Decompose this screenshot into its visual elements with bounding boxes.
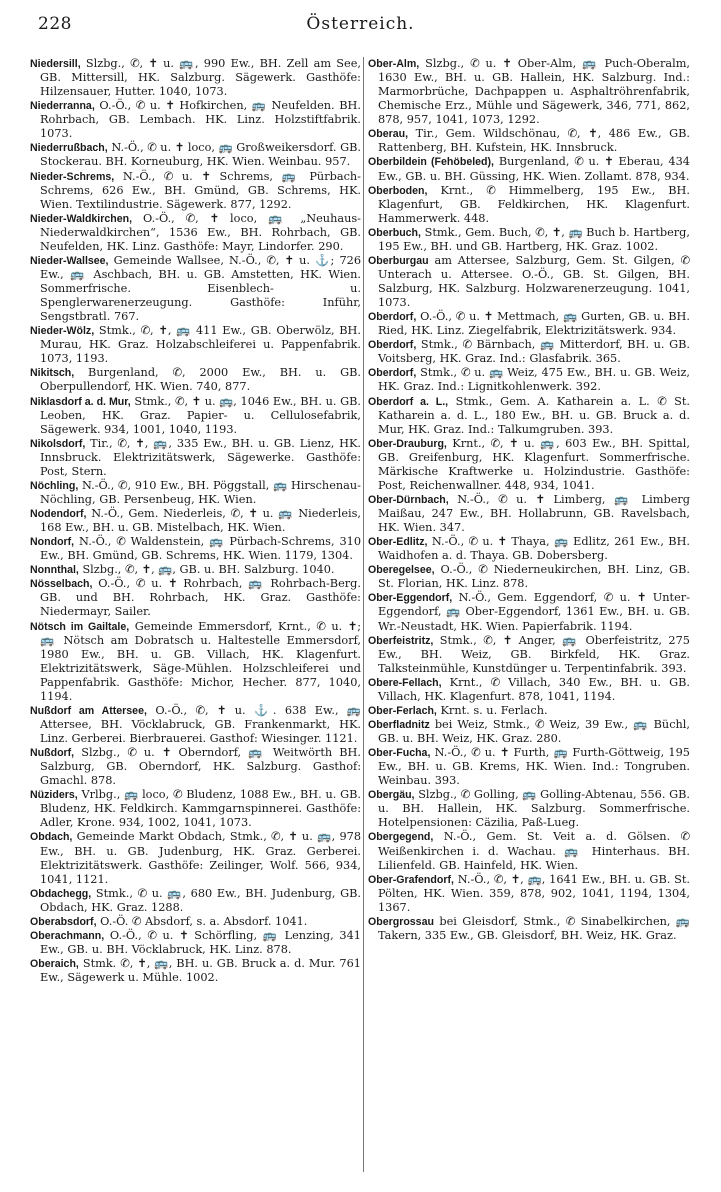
gazetteer-entry (30, 915, 361, 929)
entry-text: Stmk. ✆, ✝, 🚌, BH. u. GB. Bruck a. d. Mur. 761 Ew., Sägewerk u. Mühle. 1002. (40, 957, 361, 985)
entry-text: Krnt., ✆ Villach, 340 Ew., BH. u. GB. Villach, HK. Klagenfurt. 878, 1041, 1194. (378, 675, 690, 703)
entry-headword: Obdach, (30, 831, 73, 844)
gazetteer-entry (368, 676, 690, 704)
entry-text: O.-Ö., ✆ u. ✝ Mettmach, 🚌 Gurten, GB. u. BH. Ried, HK. Linz. Ziegelfabrik, Elektrizitätswerk. 934. (378, 310, 690, 338)
gazetteer-entry (368, 395, 690, 437)
entry-text: N.-Ö., ✆ u. ✝ Schrems, 🚌 Pürbach-Schrems, 626 Ew., BH. Gmünd, GB. Schrems, HK. Wien. Textilindustrie. Sägewerk. 877, 1292. (40, 169, 361, 211)
entry-headword: Ober-Grafendorf, (368, 873, 454, 886)
entry-headword: Obere-Fellach, (368, 676, 442, 689)
gazetteer-entry (30, 141, 361, 169)
entry-text: N.-Ö., ✆ u. ✝ Thaya, 🚌 Edlitz, 261 Ew., BH. Waidhofen a. d. Thaya. GB. Dobersberg. (378, 535, 690, 563)
gazetteer-entry (368, 788, 690, 830)
entry-headword: Oberfladnitz (368, 718, 430, 731)
entry-headword: Oberau, (368, 128, 409, 141)
entry-text: O.-Ö. ✆ Absdorf, s. a. Absdorf. 1041. (100, 914, 308, 928)
gazetteer-entry (30, 254, 361, 324)
entry-text: N.-Ö., ✆ u. ✝ loco, 🚌 Großweikersdorf. GB. Stockerau. BH. Korneuburg, HK. Wien. Weinbau. 957. (40, 141, 361, 169)
entry-headword: Ober-Drauburg, (368, 437, 447, 450)
entry-text: N.-Ö., ✆, ✝, 🚌, 1641 Ew., BH. u. GB. St. Pölten, HK. Wien. 359, 878, 902, 1041, 1194, 1304, 1367. (378, 872, 690, 914)
entry-text: N.-Ö., Gem. St. Veit a. d. Gölsen. ✆ Weißenkirchen i. d. Wachau. 🚌 Hinterhaus. BH. Lilienfeld. GB. Hainfeld, HK. Wien. (378, 830, 690, 872)
gazetteer-entry (368, 338, 690, 366)
gazetteer-entry (30, 170, 361, 212)
entry-headword: Oberbildein (Fehöbeled), (368, 156, 494, 169)
entry-text: Slzbg., ✆, ✝ u. 🚌, 990 Ew., BH. Zell am See, GB. Mittersill, HK. Salzburg. Sägewerk. Gasthöfe: Hilzensauer, Hutter. 1040, 1073. (40, 57, 361, 99)
entry-headword: Ober-Dürnbach, (368, 493, 449, 506)
entry-headword: Nösselbach, (30, 578, 93, 591)
gazetteer-entry (368, 830, 690, 872)
gazetteer-entry (30, 437, 361, 479)
entry-headword: Oberbuch, (368, 226, 421, 239)
gazetteer-entry (368, 563, 690, 591)
entry-text: Krnt., ✆ Himmelberg, 195 Ew., BH. Klagenfurt, GB. Feldkirchen, HK. Klagenfurt. Hammerwerk. 448. (378, 183, 690, 225)
entry-headword: Nondorf, (30, 536, 75, 549)
entry-text: N.-Ö., Gem. Niederleis, ✆, ✝ u. 🚌 Niederleis, 168 Ew., BH. u. GB. Mistelbach, HK. Wien. (40, 507, 361, 535)
entry-headword: Nieder-Wölz, (30, 325, 95, 338)
entry-text: O.-Ö., ✆ Niederneukirchen, BH. Linz, GB. St. Florian, HK. Linz. 878. (378, 563, 690, 591)
gazetteer-entry (30, 366, 361, 394)
entry-headword: Niklasdorf a. d. Mur, (30, 395, 131, 408)
entry-headword: Nüziders, (30, 789, 78, 802)
entry-headword: Niederrußbach, (30, 142, 108, 155)
entry-headword: Nieder-Waldkirchen, (30, 212, 133, 225)
entry-text: Burgenland, ✆, 2000 Ew., BH. u. GB. Oberpullendorf, HK. Wien. 740, 877. (40, 366, 361, 394)
gazetteer-entry (368, 226, 690, 254)
entry-text: N.-Ö., Gem. Eggendorf, ✆ u. ✝ Unter-Eggendorf, 🚌 Ober-Eggendorf, 1361 Ew., BH. u. GB. Wr.-Neustadt, HK. Wien. Papierfabrik. 1194. (378, 591, 690, 633)
entry-headword: Nonnthal, (30, 564, 79, 577)
entry-headword: Oberaich, (30, 958, 79, 970)
entry-text: Slzbg., ✆, ✝, 🚌, GB. u. BH. Salzburg. 1040. (82, 563, 335, 577)
entry-headword: Oberdorf, (368, 367, 417, 380)
entry-headword: Nöchling, (30, 479, 79, 492)
entry-headword: Niederranna, (30, 100, 95, 113)
entry-text: O.-Ö., ✆ u. ✝ Schörfling, 🚌 Lenzing, 341 Ew., GB. u. BH. Vöcklabruck, HK. Linz. 878. (40, 928, 361, 956)
entry-headword: Obdachegg, (30, 887, 92, 900)
entry-text: O.-Ö., ✆ u. ✝ Rohrbach, 🚌 Rohrbach-Berg. GB. und BH. Rohrbach, HK. Graz. Gasthöfe: Niedermayr, Sailer. (40, 577, 361, 619)
entry-headword: Oberfeistritz, (368, 634, 434, 647)
entry-text: Gemeinde Emmersdorf, Krnt., ✆ u. ✝; 🚌 Nötsch am Dobratsch u. Haltestelle Emmersdorf, 1980 Ew., BH. u. GB. Villach, HK. Klagenfurt. Elektrizitätswerk, Säge-Mühlen. Holzschleiferei und Pappenfabrik. Gasthöfe: Michor, Hecher. 877, 1040, 1194. (40, 619, 361, 703)
entry-text: O.-Ö., ✆, ✝ loco, 🚌 „Neuhaus-Niederwaldkirchen“, 1536 Ew., BH. Rohrbach, GB. Neufelden, HK. Linz. Gasthöfe: Mayr, Lindorfer. 290. (40, 211, 361, 253)
entry-headword: Oberdorf a. L., (368, 395, 449, 408)
gazetteer-entry (30, 830, 361, 886)
entry-text: bei Weiz, Stmk., ✆ Weiz, 39 Ew., 🚌 Büchl, GB. u. BH. Weiz, HK. Graz. 280. (378, 717, 690, 745)
entry-text: Krnt., ✆, ✝ u. 🚌, 603 Ew., BH. Spittal, GB. Greifenburg, HK. Klagenfurt. Sommerfrische. Märkische Kraftwerke u. Holzindustrie. Gasthöfe: Post, Reichenwallner. 448, 934, 1041. (378, 436, 690, 492)
gazetteer-entry (368, 57, 690, 127)
gazetteer-entry (368, 127, 690, 155)
entry-headword: Oberburgau (368, 254, 429, 267)
gazetteer-entry (368, 704, 690, 718)
entry-headword: Nötsch im Gailtale, (30, 620, 130, 633)
gazetteer-entry (368, 366, 690, 394)
gazetteer-entry (30, 395, 361, 437)
gazetteer-entry (30, 788, 361, 830)
entry-headword: Nußdorf am Attersee, (30, 704, 147, 717)
entry-text: Stmk., ✆, ✝, 🚌 411 Ew., GB. Oberwölz, BH. Murau, HK. Graz. Holzabschleiferei u. Pappenfabrik. 1073, 1193. (40, 324, 361, 366)
gazetteer-entry (368, 184, 690, 226)
gazetteer-entry (368, 591, 690, 633)
entry-text: Slzbg., ✆ u. ✝ Oberndorf, 🚌 Weitwörth BH. Salzburg, GB. Oberndorf, HK. Salzburg. Gasthof: Gmachl. 878. (40, 746, 361, 788)
gazetteer-entry (30, 577, 361, 619)
entry-headword: Niedersill, (30, 58, 81, 70)
entry-headword: Oberachmann, (30, 929, 105, 942)
entry-text: Slzbg., ✆ Golling, 🚌 Golling-Abtenau, 556. GB. u. BH. Hallein, HK. Salzburg. Sommerfrische. Hotelpensionen: Cäzilia, Paß-Lueg. (378, 788, 690, 830)
entry-headword: Ober-Fucha, (368, 747, 431, 760)
entry-text: O.-Ö., ✆, ✝ u. ⚓. 638 Ew., 🚌 Attersee, BH. Vöcklabruck, GB. Frankenmarkt, HK. Linz. Gerberei. Bierbrauerei. Gasthof: Wiesinger. 1121. (40, 703, 361, 745)
entry-headword: Oberboden, (368, 184, 428, 197)
entry-headword: Obergegend, (368, 831, 434, 844)
gazetteer-entry (368, 437, 690, 493)
entry-text: Stmk., ✆ Bärnbach, 🚌 Mitterdorf, BH. u. GB. Voitsberg, HK. Graz. Ind.: Glasfabrik. 365. (378, 338, 690, 366)
entry-text: N.-Ö., ✆ u. ✝ Limberg, 🚌 Limberg Maißau, 247 Ew., BH. Hollabrunn, GB. Ravelsbach, HK. Wien. 347. (378, 492, 690, 535)
entry-headword: Nikitsch, (30, 367, 75, 380)
entry-headword: Nieder-Schrems, (30, 170, 115, 183)
page-number: 228 (38, 14, 72, 34)
entry-text: N.-Ö., ✆ Waldenstein, 🚌 Pürbach-Schrems, 310 Ew., BH. Gmünd, GB. Schrems, HK. Wien. 1179, 1304. (40, 535, 361, 563)
entry-headword: Ober-Alm, (368, 58, 420, 70)
entry-headword: Nikolsdorf, (30, 437, 86, 450)
page-title: Österreich. (306, 14, 415, 34)
entry-headword: Nodendorf, (30, 508, 87, 520)
gazetteer-entry (30, 957, 361, 985)
entry-text: am Attersee, Salzburg, Gem. St. Gilgen, ✆ Unterach u. Attersee. O.-Ö., GB. St. Gilgen, BH. Salzburg, HK. Salzburg. Holzwarenerzeugung. 1041, 1073. (378, 253, 690, 310)
entry-headword: Ober-Edlitz, (368, 536, 428, 549)
column-divider (363, 57, 364, 1172)
entry-text: Stmk., ✆ u. 🚌 Weiz, 475 Ew., BH. u. GB. Weiz, HK. Graz. Ind.: Lignitkohlenwerk. 392. (378, 366, 690, 394)
entry-text: Slzbg., ✆ u. ✝ Ober-Alm, 🚌 Puch-Oberalm, 1630 Ew., BH. u. GB. Hallein, HK. Salzburg. Ind.: Marmorbrüche, Dachpappen u. Asphaltröhrenfabrik, Chemische Erz., Mühle und Sägewerk, 346, 771, 862, 878, 957, 1041, 1073, 1292. (378, 57, 690, 127)
entry-text: Tir., Gem. Wildschönau, ✆, ✝, 486 Ew., GB. Rattenberg, BH. Kufstein, HK. Innsbruck. (378, 127, 690, 155)
gazetteer-entry (30, 507, 361, 535)
gazetteer-entry (368, 746, 690, 788)
gazetteer-entry (30, 479, 361, 507)
entry-text: bei Gleisdorf, Stmk., ✆ Sinabelkirchen, 🚌 Takern, 335 Ew., GB. Gleisdorf, BH. Weiz, HK. Graz. (378, 914, 690, 942)
entry-headword: Oberegelsee, (368, 564, 435, 577)
entry-text: N.-Ö., ✆, 910 Ew., BH. Pöggstall, 🚌 Hirschenau-Nöchling, GB. Persenbeug, HK. Wien. (40, 478, 361, 506)
entry-headword: Nußdorf, (30, 747, 75, 760)
gazetteer-entry (30, 212, 361, 254)
gazetteer-entry (368, 535, 690, 563)
entry-headword: Oberdorf, (368, 339, 417, 352)
entry-text: Krnt. s. u. Ferlach. (440, 703, 548, 717)
entry-text: N.-Ö., ✆ u. ✝ Furth, 🚌 Furth-Göttweig, 195 Ew., BH. u. GB. Krems, HK. Wien. Ind.: Tongruben. Weinbau. 393. (378, 746, 690, 788)
entry-text: O.-Ö., ✆ u. ✝ Hofkirchen, 🚌 Neufelden. BH. Rohrbach, GB. Lembach. HK. Linz. Holzstiftfabrik. 1073. (40, 99, 361, 141)
entry-text: Stmk., Gem. A. Katharein a. L. ✆ St. Katharein a. d. L., 180 Ew., BH. u. GB. Bruck a. d. Mur, HK. Graz. Ind.: Talkumgruben. 393. (378, 394, 690, 436)
gazetteer-entry (30, 563, 361, 577)
left-column (30, 57, 361, 1182)
gazetteer-entry (368, 493, 690, 535)
gazetteer-entry (30, 324, 361, 366)
gazetteer-entry (30, 535, 361, 563)
gazetteer-entry (30, 99, 361, 141)
entry-headword: Oberdorf, (368, 311, 417, 324)
gazetteer-entry (30, 929, 361, 957)
entry-text: Stmk., ✆, ✝ u. 🚌, 1046 Ew., BH. u. GB. Leoben, HK. Graz. Papier- u. Cellulosefabrik, Sägewerk. 934, 1001, 1040, 1193. (40, 394, 361, 436)
gazetteer-entry (30, 887, 361, 915)
entry-headword: Oberabsdorf, (30, 915, 97, 928)
gazetteer-entry (368, 873, 690, 915)
entry-text: Stmk., ✆, ✝ Anger, 🚌 Oberfeistritz, 275 Ew., BH. Weiz, GB. Birkfeld, HK. Graz. Talksteinmühle, Kunstdünger u. Terpentinfabrik. 393. (378, 633, 690, 675)
gazetteer-entry (368, 634, 690, 676)
entry-text: Gemeinde Wallsee, N.-Ö., ✆, ✝ u. ⚓; 726 Ew., 🚌 Aschbach, BH. u. GB. Amstetten, HK. Wien. Sommerfrische. Eisenblech- u. Spenglerwarenerzeugung. Gasthöfe: Inführ, Sengstbratl. 767. (40, 253, 361, 324)
entry-text: Vrlbg., 🚌 loco, ✆ Bludenz, 1088 Ew., BH. u. GB. Bludenz, HK. Feldkirch. Kammgarnspinnerei. Gasthöfe: Adler, Krone. 934, 1002, 1041, 1073. (40, 788, 361, 830)
gazetteer-entry (368, 310, 690, 338)
entry-headword: Ober-Ferlach, (368, 704, 437, 717)
entry-headword: Obergäu, (368, 789, 415, 802)
entry-headword: Nieder-Wallsee, (30, 254, 109, 267)
gazetteer-entry (368, 915, 690, 943)
right-column (368, 57, 690, 1182)
gazetteer-entry (30, 746, 361, 788)
entry-text: Stmk., Gem. Buch, ✆, ✝, 🚌 Buch b. Hartberg, 195 Ew., BH. und GB. Hartberg, HK. Graz. 1002. (378, 225, 690, 253)
gazetteer-entry (368, 254, 690, 310)
gazetteer-entry (30, 620, 361, 704)
gazetteer-entry (30, 704, 361, 746)
entry-text: Burgenland, ✆ u. ✝ Eberau, 434 Ew., GB. u. BH. Güssing, HK. Wien. Zollamt. 878, 934. (378, 155, 690, 183)
page-header (0, 0, 721, 48)
gazetteer-entry (368, 718, 690, 746)
entry-headword: Ober-Eggendorf, (368, 592, 453, 605)
gazetteer-entry (30, 57, 361, 99)
gazetteer-entry (368, 155, 690, 183)
entry-text: Gemeinde Markt Obdach, Stmk., ✆, ✝ u. 🚌, 978 Ew., BH. u. GB. Judenburg, HK. Graz. Gerberei. Elektrizitätswerk. Gasthöfe: Zeilinger, Wolf. 566, 934, 1041, 1121. (40, 830, 361, 886)
entry-headword: Obergrossau (368, 915, 434, 928)
entry-text: Stmk., ✆ u. 🚌, 680 Ew., BH. Judenburg, GB. Obdach, HK. Graz. 1288. (40, 886, 361, 914)
entry-text: Tir., ✆, ✝, 🚌, 335 Ew., BH. u. GB. Lienz, HK. Innsbruck. Elektrizitätswerk, Sägewerke. Gasthöfe: Post, Stern. (40, 436, 361, 478)
